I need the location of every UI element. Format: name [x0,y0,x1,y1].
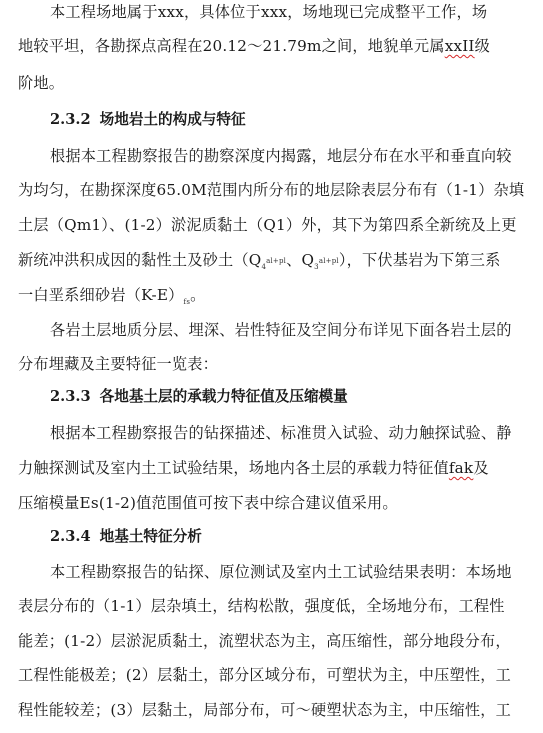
paragraph-line [18,36,490,56]
paragraph-line [18,458,489,478]
text-run: 本工程勘察报告的钻探、原位测试及室内土工试验结果表明：本场地 [50,563,512,581]
paragraph-line [18,354,218,374]
paragraph-line [18,180,524,200]
text-run: 各岩土层地质分层、埋深、岩性特征及空间分布详见下面各岩土层的 [50,321,512,339]
text-run: 分布埋藏及主要特征一览表： [18,355,219,373]
text-run: 根据本工程勘察报告的钻探描述、标准贯入试验、动力触探试验、静 [50,424,512,442]
subscript: fs [183,298,191,306]
paragraph-line [50,320,512,340]
section-heading-2-3-2 [50,110,246,130]
text-run: 。 [190,286,206,304]
subscript: 4 [261,263,267,271]
section-title: 场地岩土的构成与特征 [99,111,246,128]
text-run: 力触探测试及室内土工试验结果，场地内各土层的承载力特征值 [18,459,449,477]
paragraph-line [18,631,511,651]
text-run: 及 [473,459,489,477]
section-title: 地基土特征分析 [99,528,202,545]
paragraph-line [18,665,511,685]
paragraph-line [50,423,512,443]
spellcheck-flagged-word[interactable]: xxII [444,37,475,55]
paragraph-line [50,2,487,22]
text-run: 一白垩系细砂岩（K-E） [18,286,184,304]
section-number: 2.3.3 [50,388,91,405]
paragraph-line [18,493,398,513]
section-heading-2-3-4 [50,527,202,547]
text-run: 能差；(1-2）层淤泥质黏土，流塑状态为主，高压缩性，部分地段分布， [18,632,511,650]
paragraph-line [18,596,505,616]
paragraph-line [18,285,206,312]
paragraph-line [18,250,501,277]
section-heading-2-3-3 [50,387,348,407]
spellcheck-flagged-word[interactable]: fak [448,459,474,477]
text-run: 地较平坦，各勘探点高程在20.12～21.79m之间，地貌单元属 [18,37,445,55]
superscript: al+pl [266,257,287,265]
text-run: 根据本工程勘察报告的勘察深度内揭露，地层分布在水平和垂直向较 [50,147,512,165]
text-run: 阶地。 [18,74,65,92]
text-run: 工程性能极差；(2）层黏土，部分区域分布，可塑状为主，中压塑性，工 [18,666,512,684]
paragraph-line [18,215,517,235]
text-run: 本工程场地属于xxx，具体位于xxx，场地现已完成整平工作，场 [50,3,488,21]
superscript: al+pl [318,257,339,265]
subscript: 3 [314,263,319,271]
section-number: 2.3.4 [50,528,91,545]
paragraph-line [18,73,64,93]
paragraph-line [50,146,512,166]
text-run: 为均匀，在勘探深度65.0M范围内所分布的地层除表层分布有（1-1）杂填 [18,181,525,199]
section-number: 2.3.2 [50,111,91,128]
text-run: 新统冲洪积成因的黏性土及砂土（Q [18,251,262,269]
text-run: 土层（Qm1）、(1-2）淤泥质黏土（Q1）外，其下为第四系全新统及上更 [18,216,517,234]
text-run: 、Q [286,251,315,269]
text-run: 级 [474,37,491,55]
text-run: ），下伏基岩为下第三系 [338,251,501,269]
text-run: 表层分布的（1-1）层杂填土，结构松散，强度低，全场地分布，工程性 [18,597,505,615]
text-run: 程性能较差；(3）层黏土，局部分布，可～硬塑状态为主，中压缩性，工 [18,701,512,719]
paragraph-line [50,562,512,582]
paragraph-line [18,700,511,720]
section-title: 各地基土层的承载力特征值及压缩模量 [99,388,348,405]
text-run: 压缩模量Es(1-2)值范围值可按下表中综合建议值采用。 [18,494,398,512]
